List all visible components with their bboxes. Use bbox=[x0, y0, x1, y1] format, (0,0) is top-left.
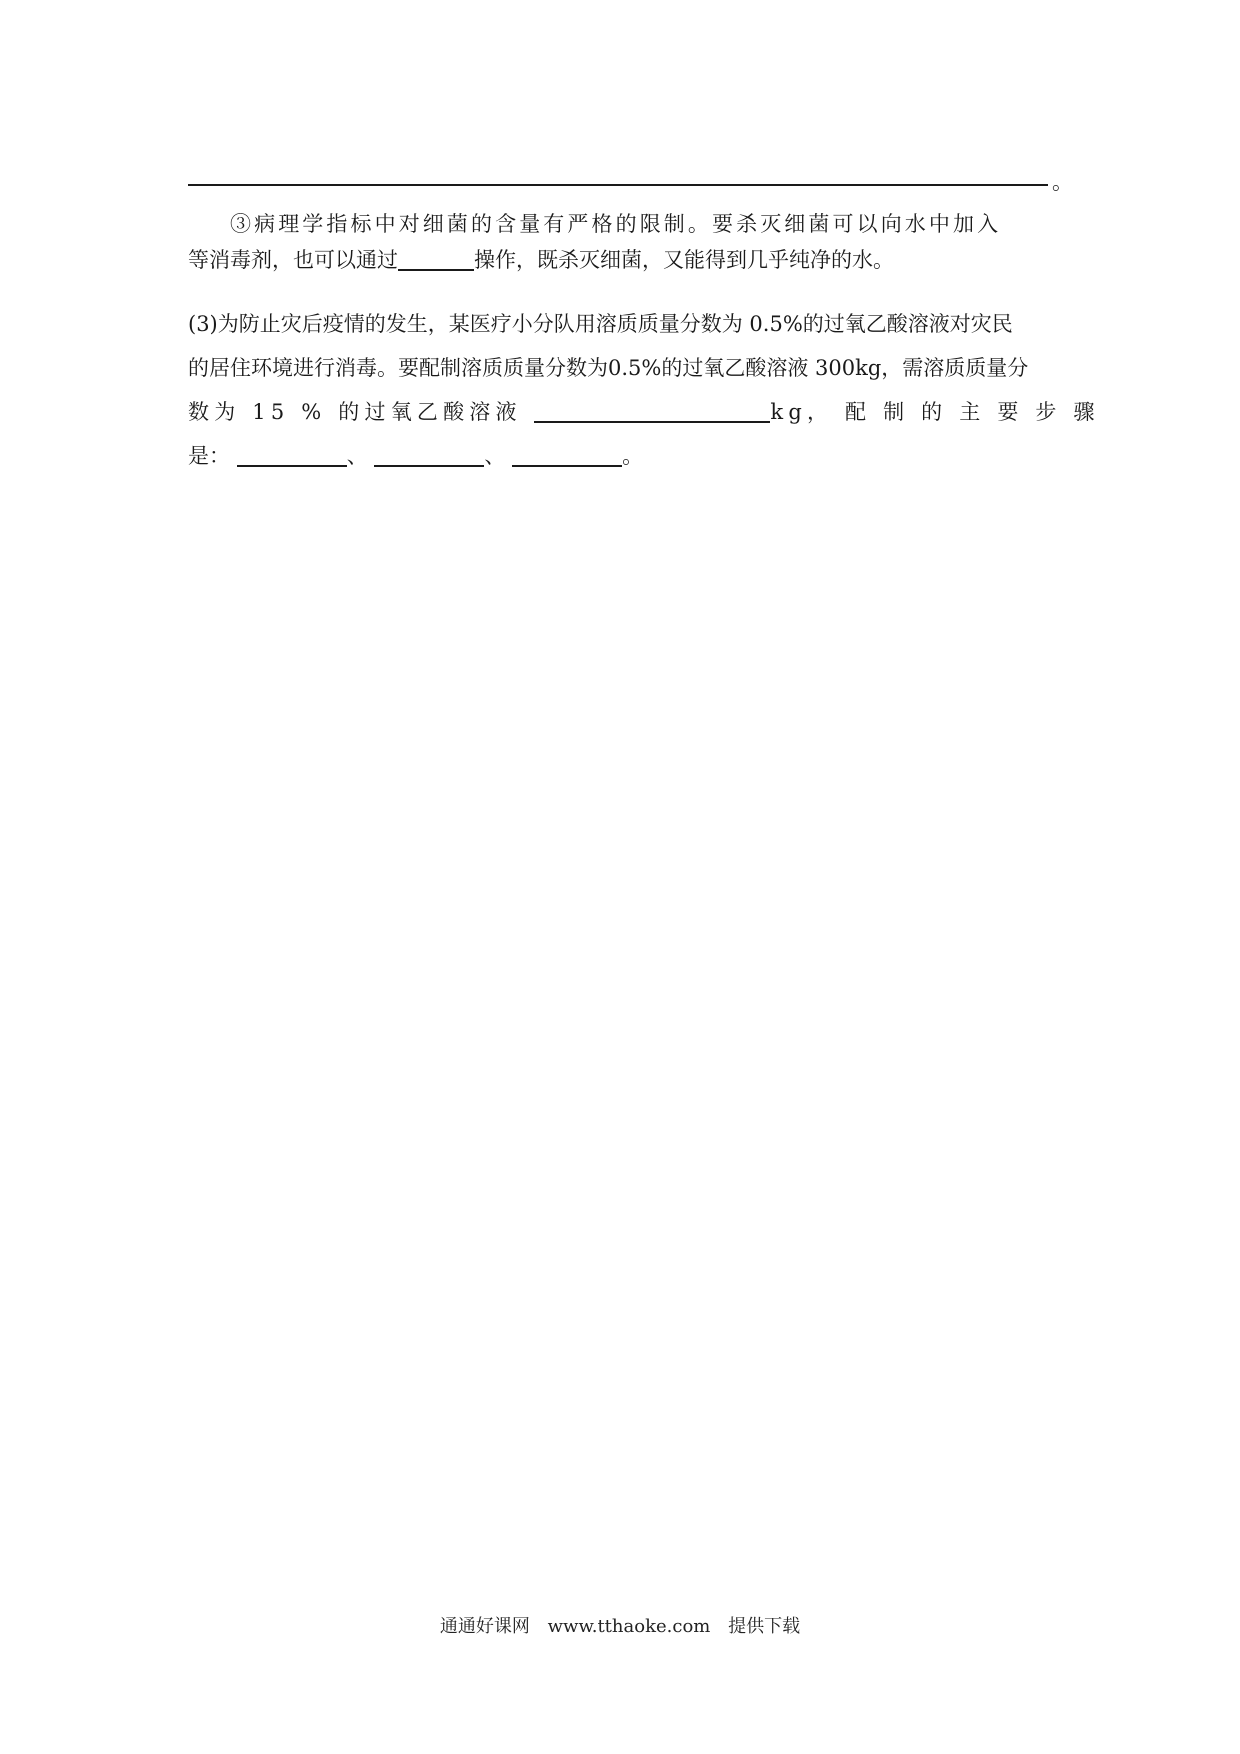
step-separator-1: 、 bbox=[346, 444, 368, 468]
para1-line2-a: 等消毒剂，也可以通过 bbox=[188, 248, 398, 272]
para2-line3 bbox=[188, 394, 1100, 430]
line-period: 。 bbox=[1052, 170, 1073, 194]
para2-line1: (3)为防止灾后疫情的发生，某医疗小分队用溶质质量分数为 0.5%的过氧乙酸溶液对灾民 bbox=[188, 312, 1013, 336]
para1-line1: ③病理学指标中对细菌的含量有严格的限制。要杀灭细菌可以向水中加入 bbox=[230, 212, 1002, 236]
page-footer bbox=[0, 1612, 1240, 1638]
footer-url[interactable]: www.tthaoke.com bbox=[547, 1616, 711, 1637]
paragraph-bacteria bbox=[188, 206, 1058, 278]
para1-line2-b: 操作，既杀灭细菌，又能得到几乎纯净的水。 bbox=[474, 248, 894, 272]
footer-site-name: 通通好课网 bbox=[439, 1616, 530, 1637]
para2-line4 bbox=[188, 438, 1058, 474]
answer-blank-step2[interactable] bbox=[374, 443, 484, 467]
footer-suffix: 提供下载 bbox=[728, 1616, 801, 1637]
para2-line4-a: 是： bbox=[188, 444, 230, 468]
para2-line3-a: 数为 15 % 的过氧乙酸溶液 bbox=[188, 400, 522, 424]
answer-blank-step3[interactable] bbox=[512, 443, 622, 467]
step-end-period: 。 bbox=[622, 444, 644, 468]
answer-blank-long[interactable] bbox=[188, 184, 1048, 186]
step-separator-2: 、 bbox=[484, 444, 506, 468]
para1-line2 bbox=[188, 242, 1058, 278]
para2-line2: 的居住环境进行消毒。要配制溶质质量分数为0.5%的过氧乙酸溶液 300kg，需溶质质量分 bbox=[188, 356, 1029, 380]
answer-blank-mass[interactable] bbox=[534, 399, 770, 423]
answer-line-row bbox=[188, 160, 1073, 200]
para2-line3-b: kg， 配 制 的 主 要 步 骤 bbox=[770, 400, 1100, 424]
answer-blank-step1[interactable] bbox=[237, 443, 347, 467]
answer-blank-operation[interactable] bbox=[398, 247, 474, 271]
paragraph-disinfection bbox=[188, 306, 1100, 474]
